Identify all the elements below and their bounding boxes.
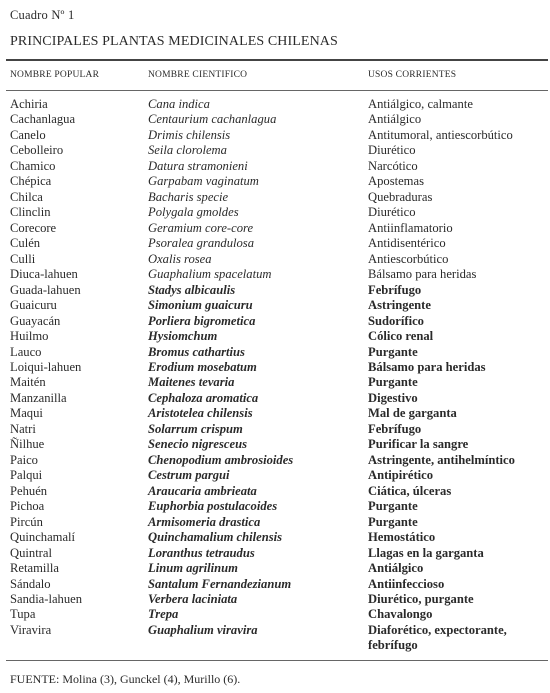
table-row bbox=[0, 267, 550, 282]
popular-name: Paico bbox=[10, 452, 38, 467]
common-uses: Diurético bbox=[368, 205, 416, 220]
common-uses: Purgante bbox=[368, 344, 418, 359]
scientific-name: Cana indica bbox=[148, 97, 210, 111]
popular-name: Natri bbox=[10, 421, 36, 436]
popular-name: Palqui bbox=[10, 468, 43, 483]
common-uses: Quebraduras bbox=[368, 189, 433, 204]
common-uses: Antiinflamatorio bbox=[368, 220, 453, 235]
scientific-name: Araucaria ambrieata bbox=[148, 483, 257, 498]
table-row bbox=[0, 97, 550, 112]
scientific-name: Guaphalium viravira bbox=[148, 622, 258, 637]
popular-name: Loiqui-lahuen bbox=[10, 359, 82, 374]
common-uses: Ciática, úlceras bbox=[368, 483, 452, 498]
scientific-name: Garpabam vaginatum bbox=[148, 174, 259, 189]
popular-name: Achiria bbox=[10, 97, 48, 111]
table-row bbox=[0, 345, 550, 360]
table-row bbox=[0, 453, 550, 468]
scientific-name: Maitenes tevaria bbox=[148, 375, 235, 390]
common-uses: Antiescorbútico bbox=[368, 251, 449, 266]
popular-name: Sándalo bbox=[10, 576, 51, 591]
popular-name: Cebolleiro bbox=[10, 143, 64, 158]
common-uses: Diurético bbox=[368, 143, 416, 158]
scientific-name: Cephaloza aromatica bbox=[148, 390, 259, 405]
common-uses: Antiálgico bbox=[368, 561, 424, 576]
table-row bbox=[0, 499, 550, 514]
bottom-rule bbox=[6, 660, 548, 661]
table-row bbox=[0, 236, 550, 251]
popular-name: Maitén bbox=[10, 375, 46, 390]
table-row bbox=[0, 205, 550, 220]
common-uses: Llagas en la garganta bbox=[368, 545, 484, 560]
scientific-name: Centaurium cachanlagua bbox=[148, 112, 277, 127]
popular-name: Chépica bbox=[10, 174, 52, 189]
table-row bbox=[0, 174, 550, 189]
popular-name: Culén bbox=[10, 236, 41, 251]
popular-name: Guaicuru bbox=[10, 298, 57, 313]
scientific-name: Polygala gmoldes bbox=[148, 205, 239, 220]
scientific-name: Cestrum pargui bbox=[148, 468, 230, 483]
popular-name: Pircún bbox=[10, 514, 43, 529]
table-row bbox=[0, 190, 550, 205]
popular-name: Manzanilla bbox=[10, 390, 67, 405]
scientific-name: Psoralea grandulosa bbox=[148, 236, 255, 251]
header-cientifico: NOMBRE CIENTIFICO bbox=[148, 70, 248, 80]
common-uses: Antiinfeccioso bbox=[368, 576, 445, 591]
column-headers bbox=[0, 70, 550, 84]
table-row bbox=[0, 375, 550, 390]
scientific-name: Bromus cathartius bbox=[148, 344, 245, 359]
scientific-name: Quinchamalium chilensis bbox=[148, 530, 283, 545]
scientific-name: Armisomeria drastica bbox=[148, 514, 261, 529]
table-row bbox=[0, 159, 550, 174]
common-uses: Cólico renal bbox=[368, 329, 434, 344]
popular-name: Cachanlagua bbox=[10, 112, 76, 127]
common-uses: Febrífugo bbox=[368, 421, 422, 436]
common-uses: Febrífugo bbox=[368, 282, 422, 297]
table-row bbox=[0, 623, 550, 654]
popular-name: Huilmo bbox=[10, 329, 49, 344]
common-uses: Diaforético, expectorante, febrífugo bbox=[368, 622, 507, 653]
common-uses: Sudorífico bbox=[368, 313, 424, 328]
scientific-name: Stadys albicaulis bbox=[148, 282, 236, 297]
common-uses: Purgante bbox=[368, 514, 418, 529]
common-uses: Purificar la sangre bbox=[368, 437, 469, 452]
common-uses: Antitumoral, antiescorbútico bbox=[368, 127, 513, 142]
common-uses: Antiálgico, calmante bbox=[368, 97, 473, 111]
table-row bbox=[0, 546, 550, 561]
scientific-name: Chenopodium ambrosioides bbox=[148, 452, 294, 467]
scientific-name: Erodium mosebatum bbox=[148, 359, 257, 374]
popular-name: Canelo bbox=[10, 127, 46, 142]
popular-name: Chamico bbox=[10, 158, 56, 173]
popular-name: Lauco bbox=[10, 344, 42, 359]
table-row bbox=[0, 329, 550, 344]
popular-name: Quinchamalí bbox=[10, 530, 76, 545]
common-uses: Chavalongo bbox=[368, 607, 433, 622]
table-row bbox=[0, 437, 550, 452]
popular-name: Corecore bbox=[10, 220, 57, 235]
table-row bbox=[0, 252, 550, 267]
common-uses: Bálsamo para heridas bbox=[368, 359, 486, 374]
scientific-name: Trepa bbox=[148, 607, 179, 622]
common-uses: Narcótico bbox=[368, 158, 418, 173]
scientific-name: Seila clorolema bbox=[148, 143, 227, 158]
scientific-name: Datura stramonieni bbox=[148, 158, 248, 173]
scientific-name: Solarrum crispum bbox=[148, 421, 243, 436]
scientific-name: Loranthus tetraudus bbox=[148, 545, 255, 560]
table-row bbox=[0, 221, 550, 236]
scientific-name: Aristotelea chilensis bbox=[148, 406, 253, 421]
common-uses: Diurético, purgante bbox=[368, 592, 474, 606]
popular-name: Chilca bbox=[10, 189, 43, 204]
scientific-name: Hysiomchum bbox=[148, 329, 218, 344]
common-uses: Mal de garganta bbox=[368, 406, 457, 421]
table-row bbox=[0, 314, 550, 329]
common-uses: Purgante bbox=[368, 499, 418, 514]
scientific-name: Senecio nigresceus bbox=[148, 437, 247, 452]
popular-name: Pichoa bbox=[10, 499, 45, 514]
popular-name: Guada-lahuen bbox=[10, 282, 81, 297]
table-row bbox=[0, 484, 550, 499]
table-row bbox=[0, 592, 550, 607]
table-row bbox=[0, 422, 550, 437]
common-uses: Antiálgico bbox=[368, 112, 422, 127]
scientific-name: Bacharis specie bbox=[148, 189, 229, 204]
common-uses: Astringente, antihelmíntico bbox=[368, 452, 515, 467]
header-usos: USOS CORRIENTES bbox=[368, 70, 457, 80]
popular-name: Tupa bbox=[10, 607, 36, 622]
popular-name: Quintral bbox=[10, 545, 52, 560]
table-row bbox=[0, 468, 550, 483]
table-title: PRINCIPALES PLANTAS MEDICINALES CHILENAS bbox=[10, 34, 338, 49]
common-uses: Purgante bbox=[368, 375, 418, 390]
table-row bbox=[0, 530, 550, 545]
table-row bbox=[0, 561, 550, 576]
table-row bbox=[0, 143, 550, 158]
popular-name: Culli bbox=[10, 251, 36, 266]
table-row bbox=[0, 391, 550, 406]
table-row bbox=[0, 112, 550, 127]
table-row bbox=[0, 360, 550, 375]
popular-name: Viravira bbox=[10, 622, 52, 637]
table-row bbox=[0, 283, 550, 298]
header-popular: NOMBRE POPULAR bbox=[10, 70, 100, 80]
common-uses: Astringente bbox=[368, 298, 431, 313]
header-rule bbox=[6, 90, 548, 91]
scientific-name: Santalum Fernandezianum bbox=[148, 576, 292, 591]
scientific-name: Geramium core-core bbox=[148, 220, 254, 235]
scientific-name: Porliera bigrometica bbox=[148, 313, 256, 328]
table-row bbox=[0, 298, 550, 313]
source-note: FUENTE: Molina (3), Gunckel (4), Murillo (6). bbox=[10, 672, 241, 686]
common-uses: Antipirético bbox=[368, 468, 434, 483]
scientific-name: Drimis chilensis bbox=[148, 127, 231, 142]
scientific-name: Simonium guaicuru bbox=[148, 298, 253, 313]
table-row bbox=[0, 515, 550, 530]
table-row bbox=[0, 406, 550, 421]
popular-name: Guayacán bbox=[10, 313, 61, 328]
common-uses: Digestivo bbox=[368, 390, 418, 405]
table-row bbox=[0, 607, 550, 622]
table-row bbox=[0, 577, 550, 592]
popular-name: Ñilhue bbox=[10, 437, 45, 452]
popular-name: Pehuén bbox=[10, 483, 48, 498]
popular-name: Maqui bbox=[10, 406, 43, 421]
common-uses: Hemostático bbox=[368, 530, 436, 545]
scientific-name: Verbera laciniata bbox=[148, 592, 238, 606]
popular-name: Clinclin bbox=[10, 205, 51, 220]
common-uses: Antidisentérico bbox=[368, 236, 446, 251]
popular-name: Diuca-lahuen bbox=[10, 267, 78, 282]
popular-name: Retamilla bbox=[10, 561, 59, 576]
table-row bbox=[0, 128, 550, 143]
scientific-name: Euphorbia postulacoides bbox=[148, 499, 278, 514]
top-rule bbox=[6, 59, 548, 61]
common-uses: Bálsamo para heridas bbox=[368, 267, 477, 282]
scientific-name: Linum agrilinum bbox=[148, 561, 238, 576]
common-uses: Apostemas bbox=[368, 174, 424, 189]
popular-name: Sandia-lahuen bbox=[10, 592, 83, 606]
plant-table-body bbox=[0, 97, 550, 654]
scientific-name: Guaphalium spacelatum bbox=[148, 267, 272, 282]
scientific-name: Oxalis rosea bbox=[148, 251, 212, 266]
table-number: Cuadro Nº 1 bbox=[10, 8, 75, 22]
